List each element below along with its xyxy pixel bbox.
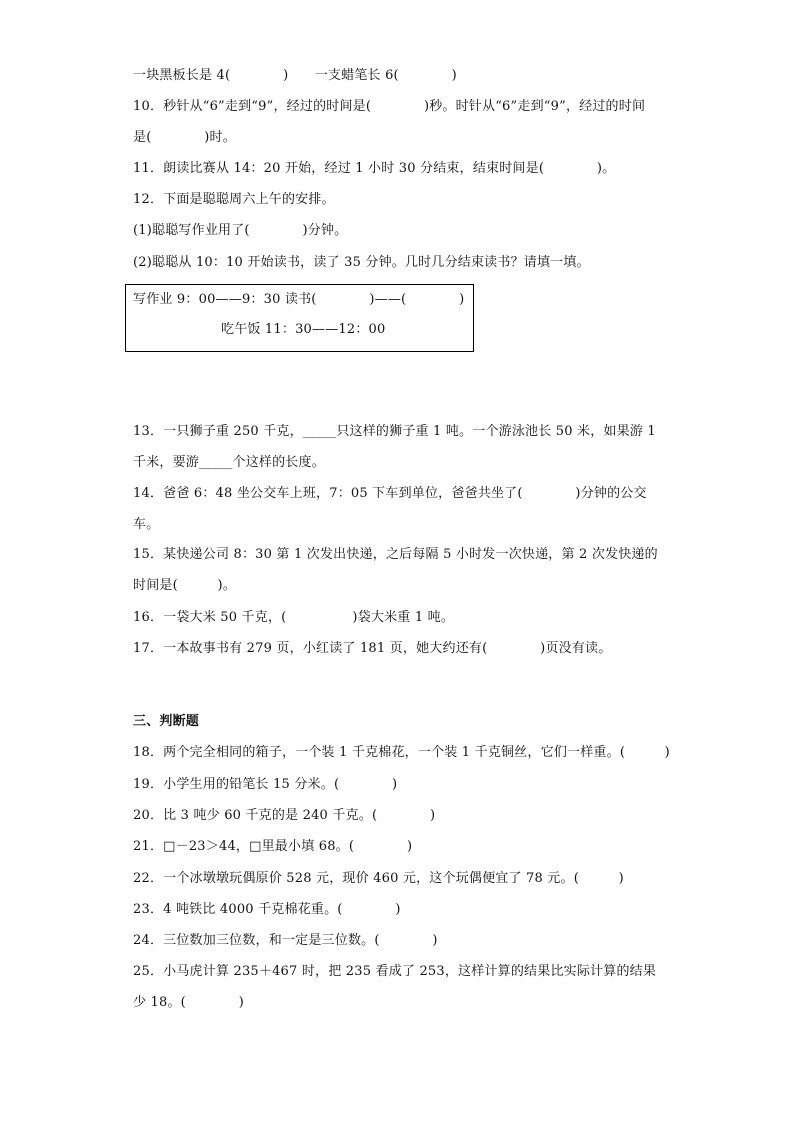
question-12-part1: (1)聪聪写作业用了( )分钟。 bbox=[133, 223, 348, 238]
question-9-text: 一块黑板长是 4( ) 一支蜡笔长 6( ) bbox=[133, 68, 457, 83]
question-23-text: 23．4 吨铁比 4000 千克棉花重。( ) bbox=[133, 902, 401, 917]
question-13-text-line1: 13．一只狮子重 250 千克，_____只这样的狮子重 1 吨。一个游泳池长 50 米，如果游 1 bbox=[133, 424, 656, 439]
schedule-line-2: 吃午饭 11：30——12：00 bbox=[221, 322, 386, 337]
question-10-text-line1: 10．秒针从“6”走到“9”，经过的时间是( )秒。时针从“6”走到“9”，经过的时间 bbox=[133, 99, 646, 114]
question-11-text: 11．朗读比赛从 14：20 开始，经过 1 小时 30 分结束，结束时间是( )。 bbox=[133, 161, 616, 176]
question-13-text-line2: 千米，要游_____个这样的长度。 bbox=[133, 455, 325, 470]
question-15-text-line1: 15．某快递公司 8：30 第 1 次发出快递，之后每隔 5 小时发一次快递，第 2 次发快递的 bbox=[133, 547, 658, 562]
question-15-text-line2: 时间是( )。 bbox=[133, 578, 236, 593]
question-12-text: 12．下面是聪聪周六上午的安排。 bbox=[133, 192, 335, 207]
question-20-text: 20．比 3 吨少 60 千克的是 240 千克。( ) bbox=[133, 808, 436, 823]
question-10-text-line2: 是( )时。 bbox=[133, 130, 236, 145]
question-25-text-line2: 少 18。( ) bbox=[133, 995, 245, 1010]
question-22-text: 22．一个冰墩墩玩偶原价 528 元，现价 460 元，这个玩偶便宜了 78 元。( ) bbox=[133, 871, 624, 886]
question-18-text: 18．两个完全相同的箱子，一个装 1 千克棉花，一个装 1 千克铜丝，它们一样重。( ) bbox=[133, 745, 670, 760]
question-16-text: 16．一袋大米 50 千克，( )袋大米重 1 吨。 bbox=[133, 610, 455, 625]
question-14-text-line2: 车。 bbox=[133, 517, 160, 532]
question-12-part2: (2)聪聪从 10：10 开始读书，读了 35 分钟。几时几分结束读书？请填一填。 bbox=[133, 255, 590, 270]
question-17-text: 17．一本故事书有 279 页，小红读了 181 页，她大约还有( )页没有读。 bbox=[133, 641, 612, 656]
question-21-text: 21．□－23＞44，□里最小填 68。( ) bbox=[133, 839, 413, 854]
section-heading-judgment: 三、判断题 bbox=[133, 714, 200, 729]
question-25-text-line1: 25．小马虎计算 235＋467 时，把 235 看成了 253，这样计算的结果比实际计算的结果 bbox=[133, 964, 657, 979]
schedule-box bbox=[125, 284, 474, 352]
question-24-text: 24．三位数加三位数，和一定是三位数。( ) bbox=[133, 933, 438, 948]
question-19-text: 19．小学生用的铅笔长 15 分米。( ) bbox=[133, 777, 398, 792]
question-14-text-line1: 14．爸爸 6：48 坐公交车上班，7：05 下车到单位，爸爸共坐了( )分钟的公交 bbox=[133, 486, 647, 501]
schedule-line-1: 写作业 9：00——9：30 读书( )——( ) bbox=[133, 292, 465, 307]
